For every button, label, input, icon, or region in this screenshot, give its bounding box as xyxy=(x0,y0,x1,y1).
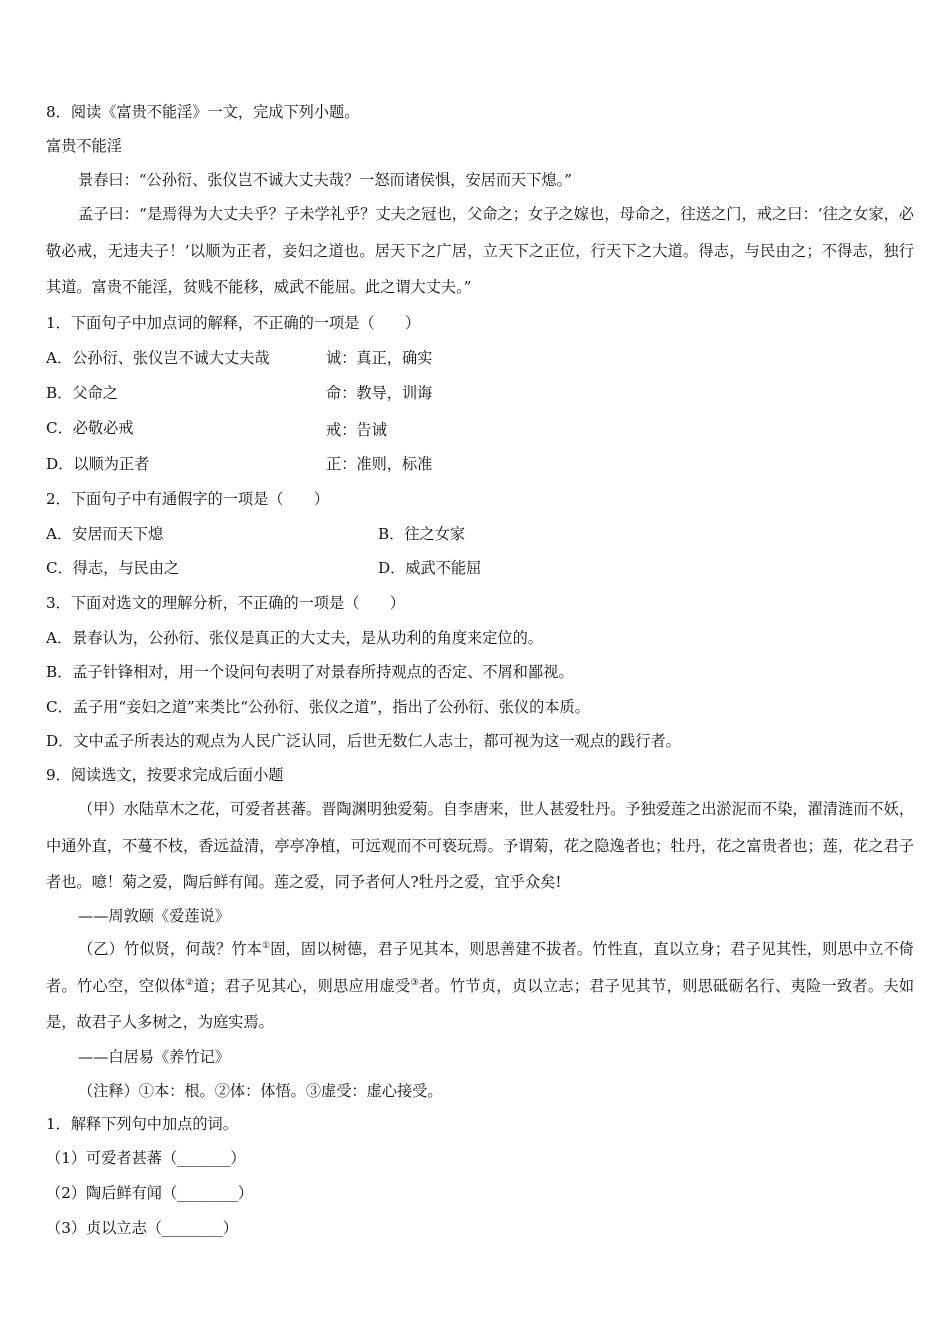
q8-sub3-option-a: A．景春认为，公孙衍、张仪是真正的大丈夫，是从功利的角度来定位的。 xyxy=(46,629,543,647)
passage-notes: （注释）①本：根。②体：体悟。③虚受：虚心接受。 xyxy=(78,1082,443,1100)
q8-sub1-option-a-def: 诚：真正，确实 xyxy=(326,349,433,367)
q8-sub2-option-c: C．得志，与民由之 xyxy=(46,559,180,577)
q9-sub1-stem: 1．解释下列句中加点的词。 xyxy=(46,1115,238,1133)
footnote-marker-1: ① xyxy=(261,940,271,951)
q9-sub1-item-1: （1）可爱者甚蕃（_______） xyxy=(46,1149,246,1167)
passage-yi-part-4: 者。竹节贞，贞以立志；君子见其节，则思砥砺名行、夷险一致者。夫如是，故君子人多树之，为庭实焉。 xyxy=(46,976,915,1031)
q8-sub1-option-c-def: 戒：告诫 xyxy=(326,421,387,439)
passage-yi-part-2: 固，固以树德，君子见其本，则思善建不拔者。竹性直，直以立身；君子见其性，则思中立不倚者。竹心空，空似体 xyxy=(46,940,914,995)
q8-sub1-option-d: D．以顺为正者 xyxy=(46,455,150,473)
footnote-marker-3: ③ xyxy=(410,977,419,988)
question-8-intro: 8．阅读《富贵不能淫》一文，完成下列小题。 xyxy=(46,103,360,121)
passage-yi xyxy=(46,931,914,1041)
passage-jia-source: ——周敦颐《爱莲说》 xyxy=(78,907,230,925)
q8-sub1-stem: 1．下面句子中加点词的解释，不正确的一项是（ ） xyxy=(46,314,421,332)
q8-sub3-stem: 3．下面对选文的理解分析，不正确的一项是（ ） xyxy=(46,594,405,612)
q8-sub3-option-b: B．孟子针锋相对，用一个设问句表明了对景春所持观点的否定、不屑和鄙视。 xyxy=(46,663,574,681)
q8-sub1-option-a: A．公孙衍、张仪岂不诚大丈夫哉 xyxy=(46,349,270,367)
passage-yi-source: ——白居易《养竹记》 xyxy=(78,1048,230,1066)
passage-title: 富贵不能淫 xyxy=(46,137,122,155)
q9-sub1-item-3: （3）贞以立志（________） xyxy=(46,1219,238,1237)
question-9-intro: 9．阅读选文，按要求完成后面小题 xyxy=(46,766,284,784)
q8-sub3-option-c: C．孟子用“妾妇之道”来类比“公孙衍、张仪之道”，指出了公孙衍、张仪的本质。 xyxy=(46,698,590,716)
passage-yi-part-3: 道；君子见其心，则思应用虚受 xyxy=(193,976,411,995)
passage-paragraph-2: 孟子曰：“是焉得为大丈夫乎？子未学礼乎？丈夫之冠也，父命之；女子之嫁也，母命之，往送之门，戒之曰：‘往之女家，必敬必戒，无违夫子！’以顺为正者，妾妇之道也。居天下之广居，立天下之正位，行天下之大道。得志，与民由之；不得志，独行其道。富贵不能淫，贫贱不能移，威武不能屈。此之谓大丈夫。” xyxy=(46,205,914,296)
q8-sub2-stem: 2．下面句子中有通假字的一项是（ ） xyxy=(46,490,330,508)
q8-sub1-option-d-def: 正：准则，标准 xyxy=(326,455,433,473)
q8-sub2-option-d: D．威武不能屈 xyxy=(378,559,482,577)
q8-sub2-option-a: A．安居而天下熄 xyxy=(46,525,164,543)
passage-jia: （甲）水陆草木之花，可爱者甚蕃。晋陶渊明独爱菊。自李唐来，世人甚爱牡丹。予独爱莲之出淤泥而不染，濯清涟而不妖，中通外直，不蔓不枝，香远益清，亭亭净植，可远观而不可亵玩焉。予谓菊，花之隐逸者也；牡丹，花之富贵者也；莲，花之君子者也。噫！菊之爱，陶后鲜有闻。莲之爱，同予者何人?牡丹之爱，宜乎众矣! xyxy=(46,800,914,891)
q8-sub1-option-b: B．父命之 xyxy=(46,384,118,402)
passage-paragraph-1: 景春曰：“公孙衍、张仪岂不诚大丈夫哉？一怒而诸侯惧，安居而天下熄。” xyxy=(78,171,572,189)
q9-sub1-item-2: （2）陶后鲜有闻（________） xyxy=(46,1184,254,1202)
q8-sub1-option-c: C．必敬必戒 xyxy=(46,419,134,437)
q8-sub3-option-d: D．文中孟子所表达的观点为人民广泛认同，后世无数仁人志士，都可视为这一观点的践行者。 xyxy=(46,732,681,750)
q8-sub1-option-b-def: 命：教导，训诲 xyxy=(326,384,433,402)
footnote-marker-2: ② xyxy=(185,977,194,988)
passage-yi-part-1: （乙）竹似贤，何哉？竹本 xyxy=(78,940,262,958)
q8-sub2-option-b: B．往之女家 xyxy=(378,525,466,543)
